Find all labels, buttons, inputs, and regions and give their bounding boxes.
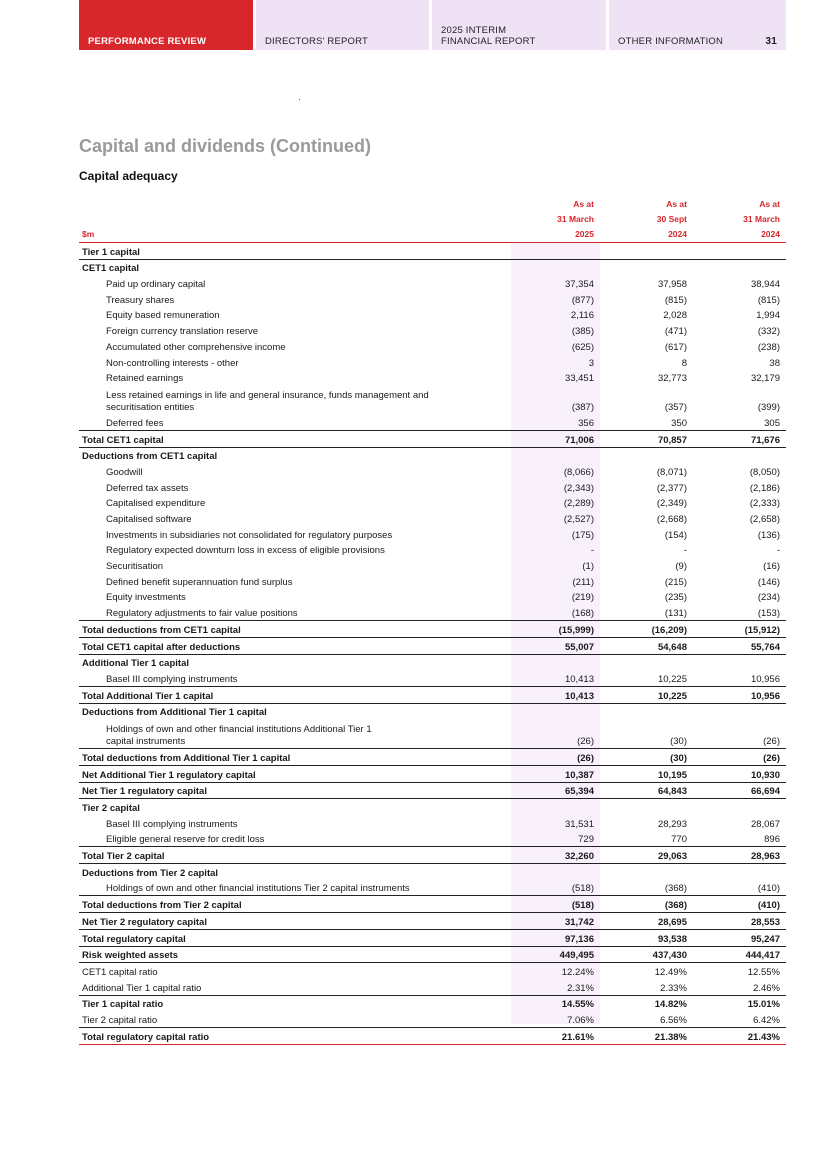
table-row <box>79 338 786 354</box>
cell-value: (234) <box>757 592 780 604</box>
cell-value <box>693 864 786 880</box>
cell-value: 10,225 <box>657 673 687 685</box>
cell-value: 15.01% <box>693 995 786 1011</box>
nav-tab-other-information[interactable] <box>609 0 786 50</box>
cell-value: 32,260 <box>511 847 600 864</box>
row-label: Foreign currency translation reserve <box>106 326 259 338</box>
page-title: Capital and dividends (Continued) <box>79 136 371 156</box>
cell-value: (518) <box>571 883 594 895</box>
row-label: Total deductions from Additional Tier 1 capital <box>79 749 511 766</box>
stray-dot <box>299 99 300 100</box>
row-label: Retained earnings <box>106 373 184 385</box>
row-label: Capitalised software <box>106 514 192 525</box>
row-label: Additional Tier 1 capital <box>79 654 511 670</box>
table-row <box>79 864 786 880</box>
col-header: 31 March <box>743 214 780 224</box>
table-row <box>79 557 786 573</box>
nav-tab-performance-review[interactable] <box>79 0 253 50</box>
row-label: Tier 1 capital <box>82 246 140 258</box>
cell-value: 350 <box>671 417 687 429</box>
cell-value: 6.42% <box>753 1014 780 1026</box>
col-header: 31 March <box>557 214 594 224</box>
table-row <box>79 637 786 654</box>
table-row <box>79 573 786 589</box>
cell-value: 32,179 <box>750 373 780 385</box>
row-label: Accumulated other comprehensive income <box>106 341 286 353</box>
cell-value: 10,413 <box>511 686 600 703</box>
row-label: Additional Tier 1 capital ratio <box>82 982 202 994</box>
cell-value: (238) <box>757 341 780 353</box>
capital-adequacy-table <box>79 197 786 1045</box>
table-row <box>79 479 786 495</box>
row-label: Treasury shares <box>106 294 175 306</box>
cell-value: (387) <box>571 402 594 414</box>
cell-value: (877) <box>571 294 594 306</box>
row-label: Net Additional Tier 1 regulatory capital <box>79 765 511 782</box>
table-row <box>79 847 786 864</box>
cell-value: (617) <box>664 341 687 353</box>
cell-value: (8,071) <box>656 466 687 478</box>
cell-value: (815) <box>757 294 780 306</box>
cell-value: 10,387 <box>511 765 600 782</box>
cell-value: (175) <box>571 529 594 541</box>
cell-value: 28,963 <box>693 847 786 864</box>
row-label: CET1 capital <box>79 259 511 275</box>
cell-value: 2,028 <box>663 310 687 322</box>
cell-value <box>600 447 693 463</box>
table-row <box>79 670 786 686</box>
table-row <box>79 430 786 447</box>
cell-value: 10,225 <box>600 686 693 703</box>
cell-value: (2,527) <box>563 514 594 525</box>
cell-value: 2.46% <box>753 982 780 994</box>
cell-value: (368) <box>664 883 687 895</box>
cell-value: 28,695 <box>600 913 693 930</box>
table-row <box>79 963 786 979</box>
cell-value <box>511 243 600 260</box>
row-label: Paid up ordinary capital <box>106 279 206 291</box>
cell-value <box>511 864 600 880</box>
cell-value: 444,417 <box>693 946 786 963</box>
cell-value: (15,912) <box>693 621 786 638</box>
nav-tab-interim-financial-report[interactable] <box>432 0 606 50</box>
row-label: Total regulatory capital <box>79 929 511 946</box>
col-header: 30 Sept <box>656 214 687 224</box>
cell-value: 71,676 <box>693 430 786 447</box>
cell-value: 14.55% <box>511 995 600 1011</box>
row-label: Net Tier 1 regulatory capital <box>79 782 511 799</box>
cell-value: 37,958 <box>657 279 687 291</box>
cell-value: 31,531 <box>564 818 594 830</box>
cell-value: (15,999) <box>511 621 600 638</box>
table-row <box>79 604 786 620</box>
cell-value: 31,742 <box>511 913 600 930</box>
cell-value <box>600 864 693 880</box>
cell-value: (2,343) <box>563 482 594 494</box>
row-label: Tier 2 capital <box>79 799 511 815</box>
cell-value: (16,209) <box>600 621 693 638</box>
cell-value: (625) <box>571 341 594 353</box>
cell-value: (26) <box>693 749 786 766</box>
cell-value <box>693 447 786 463</box>
cell-value: 10,413 <box>564 673 594 685</box>
table-row <box>79 946 786 963</box>
cell-value: 38,944 <box>750 279 780 291</box>
table-row <box>79 463 786 479</box>
row-label: Net Tier 2 regulatory capital <box>79 913 511 930</box>
cell-value <box>600 703 693 719</box>
cell-value: (2,658) <box>749 514 780 525</box>
cell-value: 28,293 <box>657 818 687 830</box>
cell-value: 28,067 <box>750 818 780 830</box>
cell-value: 356 <box>578 417 594 429</box>
cell-value: (1) <box>582 561 594 573</box>
cell-value: 54,648 <box>600 637 693 654</box>
table-row <box>79 880 786 896</box>
table-row <box>79 414 786 430</box>
cell-value: (168) <box>571 608 594 620</box>
cell-value: 305 <box>764 417 780 429</box>
table-row <box>79 510 786 526</box>
table-row <box>79 995 786 1011</box>
table-row <box>79 913 786 930</box>
cell-value: (2,333) <box>749 498 780 510</box>
row-label: Holdings of own and other financial institutions Tier 2 capital instruments <box>106 883 410 895</box>
cell-value: (235) <box>664 592 687 604</box>
table-row <box>79 354 786 370</box>
cell-value: 95,247 <box>693 929 786 946</box>
cell-value: (153) <box>757 608 780 620</box>
nav-tab-label: PERFORMANCE REVIEW <box>88 36 207 47</box>
cell-value: 7.06% <box>567 1014 594 1026</box>
cell-value: 2.33% <box>660 982 687 994</box>
cell-value: - <box>683 545 687 557</box>
cell-value <box>511 259 600 275</box>
cell-value: 10,930 <box>693 765 786 782</box>
cell-value <box>693 259 786 275</box>
cell-value: 10,956 <box>750 673 780 685</box>
col-header: 2024 <box>693 227 786 243</box>
cell-value: (518) <box>511 896 600 913</box>
cell-value: 21.61% <box>511 1027 600 1044</box>
table-row <box>79 385 786 414</box>
row-label: Securitisation <box>106 561 164 573</box>
row-label: Basel III complying instruments <box>106 818 238 830</box>
col-header: As at <box>573 199 594 209</box>
cell-value: 55,007 <box>511 637 600 654</box>
row-label: Tier 1 capital ratio <box>79 995 511 1011</box>
cell-value: 66,694 <box>693 782 786 799</box>
row-label: Deductions from Additional Tier 1 capital <box>79 703 511 719</box>
row-label: Deductions from Tier 2 capital <box>79 864 511 880</box>
cell-value: 28,553 <box>693 913 786 930</box>
cell-value: 1,994 <box>756 310 780 322</box>
cell-value <box>511 654 600 670</box>
cell-value: - <box>776 545 780 557</box>
col-header: As at <box>759 199 780 209</box>
cell-value: 449,495 <box>511 946 600 963</box>
cell-value: - <box>590 545 594 557</box>
cell-value: (131) <box>664 608 687 620</box>
cell-value: (357) <box>664 402 687 414</box>
row-label: Basel III complying instruments <box>106 673 238 685</box>
nav-tab-label: DIRECTORS' REPORT <box>265 36 369 47</box>
cell-value <box>511 799 600 815</box>
row-label: Eligible general reserve for credit loss <box>106 834 265 846</box>
cell-value: 29,063 <box>600 847 693 864</box>
table-row <box>79 979 786 995</box>
cell-value <box>600 654 693 670</box>
cell-value: 12.55% <box>693 963 786 979</box>
table-row <box>79 831 786 847</box>
cell-value <box>600 243 693 260</box>
cell-value: 729 <box>578 834 594 846</box>
row-label: Defined benefit superannuation fund surplus <box>106 576 293 588</box>
cell-value: 33,451 <box>564 373 594 385</box>
cell-value: 55,764 <box>693 637 786 654</box>
cell-value <box>693 799 786 815</box>
cell-value: (9) <box>675 561 687 573</box>
cell-value: (2,668) <box>656 514 687 525</box>
row-label: Goodwill <box>106 466 143 478</box>
cell-value: (30) <box>670 736 687 748</box>
cell-value: (385) <box>571 326 594 338</box>
table-row <box>79 307 786 323</box>
cell-value <box>693 703 786 719</box>
row-label: Total CET1 capital after deductions <box>79 637 511 654</box>
unit-label: $m <box>79 227 511 243</box>
table-row <box>79 896 786 913</box>
table-row <box>79 275 786 291</box>
cell-value: 10,195 <box>600 765 693 782</box>
cell-value: 770 <box>671 834 687 846</box>
table-row <box>79 542 786 558</box>
cell-value: 8 <box>681 357 687 369</box>
row-label: Total CET1 capital <box>79 430 511 447</box>
row-label: Total Tier 2 capital <box>79 847 511 864</box>
cell-value: 64,843 <box>600 782 693 799</box>
row-label: Equity based remuneration <box>106 310 220 322</box>
cell-value: (2,349) <box>656 498 687 510</box>
table-row <box>79 765 786 782</box>
cell-value: 71,006 <box>511 430 600 447</box>
table-row <box>79 749 786 766</box>
row-label: CET1 capital ratio <box>79 963 511 979</box>
cell-value: 3 <box>588 357 594 369</box>
cell-value: (332) <box>757 326 780 338</box>
table-row <box>79 1027 786 1044</box>
table-row <box>79 799 786 815</box>
table-body <box>79 243 786 1045</box>
table-row <box>79 686 786 703</box>
row-label: Deferred fees <box>106 417 164 429</box>
cell-value: 37,354 <box>564 279 594 291</box>
row-label: Deferred tax assets <box>106 482 189 494</box>
cell-value: (136) <box>757 529 780 541</box>
page-number: 31 <box>765 36 777 47</box>
cell-value: 12.24% <box>511 963 600 979</box>
cell-value: (2,377) <box>656 482 687 494</box>
table-row <box>79 654 786 670</box>
table-row <box>79 447 786 463</box>
cell-value: 6.56% <box>660 1014 687 1026</box>
cell-value: (219) <box>571 592 594 604</box>
cell-value: (211) <box>572 576 594 588</box>
cell-value: 70,857 <box>600 430 693 447</box>
cell-value: 38 <box>769 357 780 369</box>
cell-value: (30) <box>600 749 693 766</box>
cell-value: 14.82% <box>600 995 693 1011</box>
cell-value <box>693 654 786 670</box>
cell-value: (154) <box>664 529 687 541</box>
cell-value: (16) <box>763 561 780 573</box>
nav-tab-label: OTHER INFORMATION <box>618 36 724 47</box>
cell-value: 10,956 <box>693 686 786 703</box>
row-label: Total regulatory capital ratio <box>79 1027 511 1044</box>
table-row <box>79 621 786 638</box>
cell-value: (215) <box>664 576 687 588</box>
cell-value <box>511 703 600 719</box>
cell-value: (8,066) <box>563 466 594 478</box>
cell-value: (146) <box>757 576 780 588</box>
row-label: Regulatory adjustments to fair value positions <box>106 608 298 620</box>
row-label: Regulatory expected downturn loss in excess of eligible provisions <box>106 545 385 557</box>
row-label: Tier 2 capital ratio <box>82 1014 158 1026</box>
cell-value: 2.31% <box>567 982 594 994</box>
table-row <box>79 719 786 749</box>
cell-value: 21.43% <box>693 1027 786 1044</box>
cell-value <box>511 447 600 463</box>
cell-value <box>600 259 693 275</box>
row-label: Holdings of own and other financial institutions Additional Tier 1 capital instruments <box>106 724 372 748</box>
cell-value: (399) <box>757 402 780 414</box>
col-header: 2025 <box>511 227 600 243</box>
cell-value: (410) <box>757 883 780 895</box>
cell-value: (26) <box>577 736 594 748</box>
row-label: Deductions from CET1 capital <box>79 447 511 463</box>
col-header: As at <box>666 199 687 209</box>
cell-value: 93,538 <box>600 929 693 946</box>
row-label: Capitalised expenditure <box>106 498 206 510</box>
row-label: Total Additional Tier 1 capital <box>79 686 511 703</box>
cell-value: 437,430 <box>600 946 693 963</box>
cell-value: 896 <box>764 834 780 846</box>
nav-tab-label: 2025 INTERIM FINANCIAL REPORT <box>441 25 536 47</box>
cell-value: (26) <box>511 749 600 766</box>
table-row <box>79 815 786 831</box>
table-row <box>79 495 786 511</box>
table-row <box>79 782 786 799</box>
cell-value: 21.38% <box>600 1027 693 1044</box>
cell-value: (471) <box>664 326 687 338</box>
table-row <box>79 589 786 605</box>
table-row <box>79 370 786 386</box>
cell-value: (2,289) <box>563 498 594 510</box>
nav-tab-directors-report[interactable] <box>256 0 429 50</box>
col-header: 2024 <box>600 227 693 243</box>
row-label: Risk weighted assets <box>79 946 511 963</box>
table-row <box>79 703 786 719</box>
cell-value: (410) <box>693 896 786 913</box>
cell-value: 12.49% <box>600 963 693 979</box>
top-navigation <box>79 0 786 50</box>
table-row <box>79 291 786 307</box>
cell-value: 65,394 <box>511 782 600 799</box>
section-title: Capital adequacy <box>79 169 178 183</box>
table-row <box>79 259 786 275</box>
row-label: Total deductions from Tier 2 capital <box>79 896 511 913</box>
cell-value: 97,136 <box>511 929 600 946</box>
cell-value: 2,116 <box>570 310 594 322</box>
row-label: Equity investments <box>106 592 186 604</box>
table-row <box>79 322 786 338</box>
row-label: Non-controlling interests - other <box>106 357 239 369</box>
table-row <box>79 929 786 946</box>
cell-value: 32,773 <box>657 373 687 385</box>
cell-value <box>600 799 693 815</box>
row-label: Investments in subsidiaries not consolidated for regulatory purposes <box>106 529 393 541</box>
cell-value: (8,050) <box>749 466 780 478</box>
cell-value: (815) <box>664 294 687 306</box>
cell-value: (2,186) <box>749 482 780 494</box>
cell-value: (26) <box>763 736 780 748</box>
row-label: Less retained earnings in life and general insurance, funds management and securitisation entities <box>106 390 429 414</box>
row-label: Total deductions from CET1 capital <box>79 621 511 638</box>
table-row <box>79 1011 786 1027</box>
table-row <box>79 243 786 260</box>
table-row <box>79 526 786 542</box>
cell-value <box>693 243 786 260</box>
cell-value: (368) <box>600 896 693 913</box>
